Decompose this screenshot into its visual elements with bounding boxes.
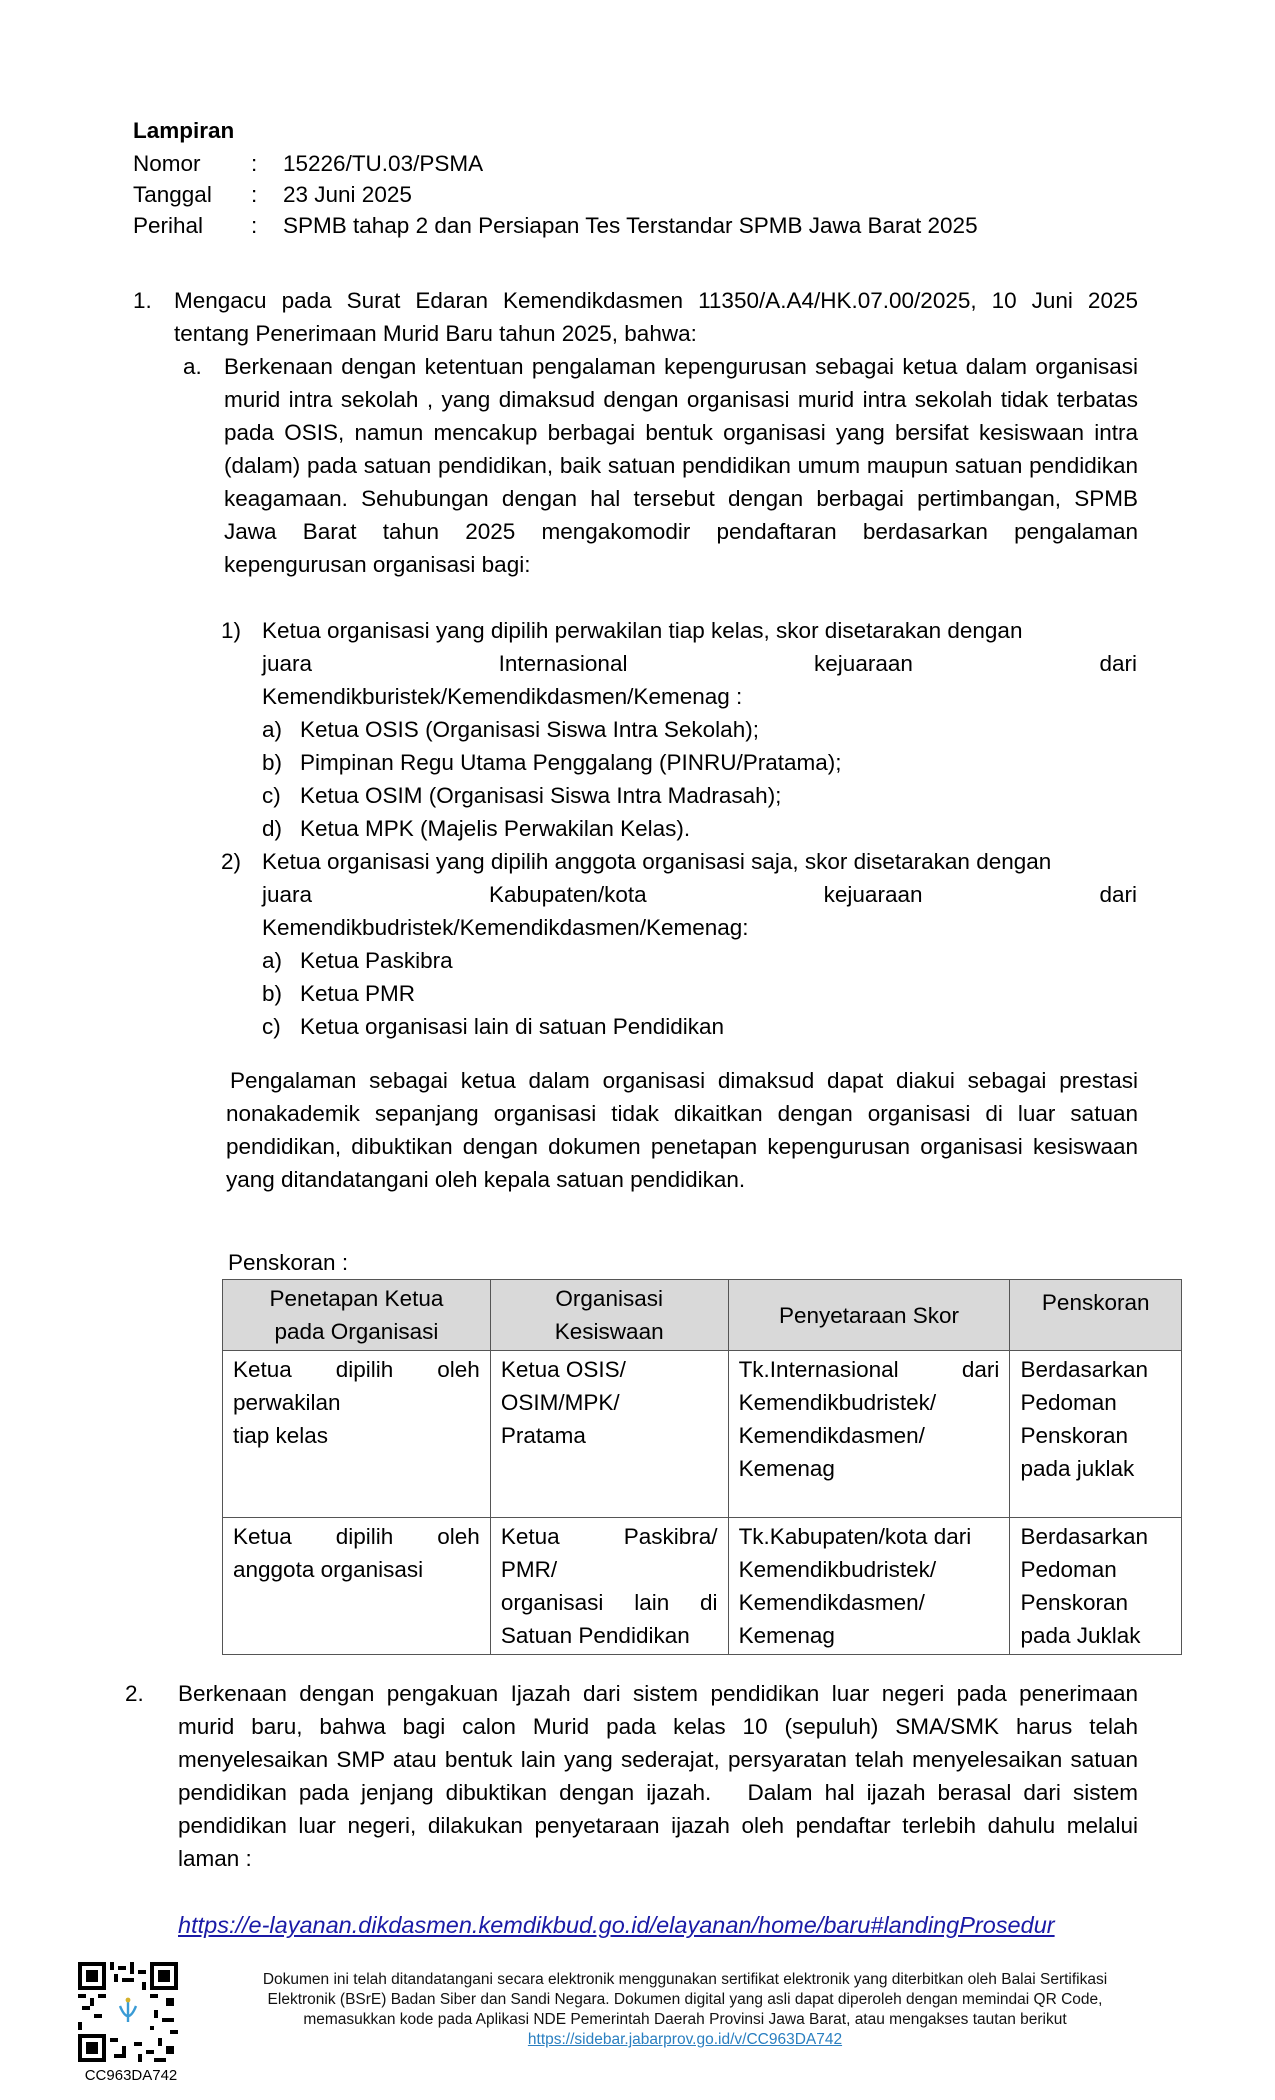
cell-line: Berdasarkan [1020,1357,1149,1382]
meta-value: SPMB tahap 2 dan Persiapan Tes Terstandar SPMB Jawa Barat 2025 [283,213,978,238]
point-1-line-1: Ketua organisasi yang dipilih perwakilan tiap kelas, skor disetarakan dengan [262,618,1023,643]
table-cell [728,1518,1010,1655]
meta-colon: : [251,151,258,176]
notice-line: Elektronik (BSrE) Badan Siber dan Sandi Negara. Dokumen digital yang asli dapat diperoleh dengan memindai QR Code, [267,1991,1103,2008]
notice-line: Dokumen ini telah ditandatangani secara elektronik menggunakan sertifikat elektronik yang diterbitkan oleh Balai Sertifikasi [262,1971,1108,1988]
header-penyetaraan [728,1280,1010,1351]
cell-line [501,1586,718,1619]
table-cell [728,1351,1010,1518]
point-2-line-3: Kemendikbudristek/Kemendikdasmen/Kemenag: [262,915,749,940]
meta-value: 15226/TU.03/PSMA [283,151,484,176]
list-item-label: a) [262,948,283,973]
word: kejuaraan [823,882,923,907]
meta-colon: : [251,213,258,238]
cell-line [501,1520,718,1553]
word: Ketua [233,1357,292,1382]
attachment-title: Lampiran [133,118,235,143]
meta-nomor [133,148,978,179]
meta-label: Perihal [133,213,204,238]
table-cell [223,1518,491,1655]
table-header-row [223,1280,1182,1351]
list-item-label: a) [262,717,283,742]
word: juara [262,651,313,676]
table-cell [490,1518,728,1655]
cell-line: Kemendikbudristek/ [738,1390,937,1415]
cell-line [233,1520,480,1553]
meta-value: 23 Juni 2025 [283,182,412,207]
document-code: CC963DA742 [84,2067,178,2084]
point-1-line-2 [262,647,1137,680]
word: Kabupaten/kota [489,882,647,907]
list-item [262,779,1138,812]
cell-line: Berdasarkan [1020,1524,1149,1549]
meta-tanggal [133,179,978,210]
list-item-text: Ketua organisasi lain di satuan Pendidikan [300,1014,725,1039]
word: Tk.Internasional [738,1357,899,1382]
list-item-text: Ketua PMR [300,981,416,1006]
list-item-text: Pimpinan Regu Utama Penggalang (PINRU/Pratama); [300,750,842,775]
penskoran-label: Penskoran : [228,1250,349,1275]
list-item [262,1010,1138,1043]
cell-line: pada Juklak [1020,1623,1141,1648]
cell-line: Kemenag [738,1623,835,1648]
list-item-label: c) [262,783,281,808]
list-item [262,812,1138,845]
meta-perihal [133,210,978,241]
point-2-label: 2) [221,849,242,874]
list-item [262,944,1138,977]
cell-line: Tk.Kabupaten/kota dari [738,1524,972,1549]
verification-link[interactable]: https://sidebar.jabarprov.go.id/v/CC963DA742 [527,2031,843,2048]
letter-meta [133,148,978,241]
word: juara [262,882,313,907]
cell-line: Satuan Pendidikan [500,1623,690,1648]
table-cell [1010,1518,1182,1655]
cell-line: Penskoran [1020,1590,1129,1615]
meta-label: Nomor [133,151,201,176]
point-2-line-2 [262,878,1137,911]
cell-line: PMR/ [500,1557,558,1582]
cell-line: tiap kelas [233,1423,329,1448]
point-2-line-1: Ketua organisasi yang dipilih anggota organisasi saja, skor disetarakan dengan [262,849,1052,874]
word: dari [1099,882,1137,907]
list-item-text: Ketua OSIS (Organisasi Siswa Intra Sekolah); [300,717,759,742]
table-cell [1010,1351,1182,1518]
cell-line: Pedoman [1020,1557,1117,1582]
header-line: Penyetaraan Skor [778,1302,960,1328]
cell-line: Pratama [500,1423,586,1448]
header-line: Kesiswaan [554,1319,664,1344]
header-penskoran [1010,1280,1182,1351]
word: kejuaraan [814,651,913,676]
header-line: Penskoran [1041,1290,1150,1315]
table-row [223,1351,1182,1518]
word: dari [1099,651,1137,676]
word: Ketua [233,1524,292,1549]
cell-line: Kemenag [738,1456,835,1481]
item-2-number: 2. [125,1681,144,1706]
word: Ketua [500,1524,560,1549]
cell-line: Ketua OSIS/ [500,1357,626,1382]
item-2-text: Berkenaan dengan pengakuan Ijazah dari sistem pendidikan luar negeri pada penerimaan murid baru, bahwa bagi calon Murid pada kelas 10 (sepuluh) SMA/SMK harus telah menyelesaikan SMP atau bentuk lain yang sederajat, persyaratan telah menyelesaikan satuan pendidikan pada jenjang dibuktikan dengan ijazah. Dalam hal ijazah berasal dari sistem pendidikan luar negeri, dilakukan penyetaraan ijazah oleh pendaftar terlebih dahulu melalui laman : [178,1681,1157,1871]
point-1-label: 1) [221,618,242,643]
list-item-label: b) [262,981,283,1006]
cell-line: perwakilan [233,1390,341,1415]
word: organisasi [500,1590,604,1615]
word: oleh [437,1524,480,1549]
item-1a-text: Berkenaan dengan ketentuan pengalaman kepengurusan sebagai ketua dalam organisasi murid intra sekolah , yang dimaksud dengan organisasi murid intra sekolah tidak terbatas pada OSIS, namun mencakup berbagai bentuk organisasi yang bersifat kesiswaan intra (dalam) pada satuan pendidikan, baik satuan pendidikan umum maupun satuan pendidikan keagamaan. Sehubungan dengan hal tersebut dengan berbagai pertimbangan, SPMB Jawa Barat tahun 2025 mengakomodir pendaftaran berdasarkan pengalaman kepengurusan organisasi bagi: [224,354,1138,577]
pengalaman-paragraph: Pengalaman sebagai ketua dalam organisasi dimaksud dapat diakui sebagai prestasi nonakademik sepanjang organisasi tidak dikaitkan dengan organisasi di luar satuan pendidikan, dibuktikan dengan dokumen penetapan kepengurusan organisasi kesiswaan yang ditandatangani oleh kepala satuan pendidikan. [226,1068,1138,1192]
list-item-text: Ketua Paskibra [300,948,453,973]
cell-line: Kemendikbudristek/ [738,1557,937,1582]
point-2 [262,845,1138,1043]
qr-code-icon [78,1962,178,2062]
header-line: Penetapan Ketua [269,1286,444,1311]
list-item [262,713,1138,746]
header-penetapan [223,1280,491,1351]
word: oleh [437,1357,480,1382]
meta-colon: : [251,182,258,207]
point-1-line-3: Kemendikburistek/Kemendikdasmen/Kemenag : [262,684,743,709]
cell-line: Kemendikdasmen/ [738,1590,925,1615]
table-row [223,1518,1182,1655]
item-1-number: 1. [133,288,152,313]
word: dari [961,1357,1000,1382]
word: lain [634,1590,670,1615]
table-cell [223,1351,491,1518]
cell-line: Kemendikdasmen/ [738,1423,925,1448]
point-1 [262,614,1138,845]
header-organisasi [490,1280,728,1351]
word: dipilih [335,1524,394,1549]
list-item-text: Ketua MPK (Majelis Perwakilan Kelas). [300,816,691,841]
list-item [262,977,1138,1010]
list-item [262,746,1138,779]
cell-line: pada juklak [1020,1456,1135,1481]
scoring-table [222,1279,1182,1655]
list-item-label: d) [262,816,283,841]
word: dipilih [335,1357,394,1382]
header-line: Organisasi [555,1286,663,1311]
list-item-label: c) [262,1014,281,1039]
word: Paskibra/ [623,1524,718,1549]
header-line: pada Organisasi [274,1319,439,1344]
list-item-text: Ketua OSIM (Organisasi Siswa Intra Madrasah); [300,783,782,808]
table-cell [490,1351,728,1518]
item-1a-label: a. [183,354,202,379]
word: di [700,1590,718,1615]
cell-line [739,1353,1000,1386]
item-1-text: Mengacu pada Surat Edaran Kemendikdasmen 11350/A.A4/HK.07.00/2025, 10 Juni 2025 tentang Penerimaan Murid Baru tahun 2025, bahwa: [174,288,1138,346]
notice-line: memasukkan kode pada Aplikasi NDE Pemerintah Daerah Provinsi Jawa Barat, atau mengakses tautan berikut [303,2011,1067,2028]
elayanan-link[interactable]: https://e-layanan.dikdasmen.kemdikbud.go.id/elayanan/home/baru#landingProsedur [178,1912,1055,1938]
cell-line: Penskoran [1020,1423,1129,1448]
list-item-label: b) [262,750,283,775]
cell-line [233,1353,480,1386]
meta-label: Tanggal [133,182,212,207]
cell-line: OSIM/MPK/ [500,1390,620,1415]
cell-line: Pedoman [1020,1390,1117,1415]
cell-line: anggota organisasi [233,1557,424,1582]
e-signature-notice [220,1970,1150,2050]
word: Internasional [498,651,628,676]
